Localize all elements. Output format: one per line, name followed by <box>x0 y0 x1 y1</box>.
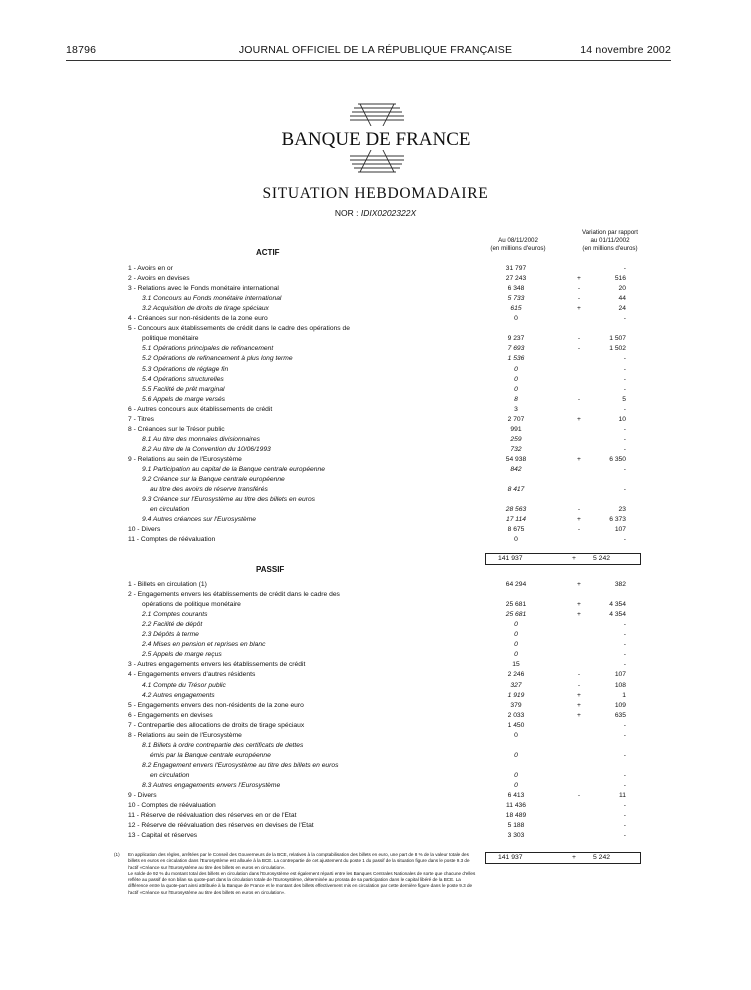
row-label-text: 3.1 Concours au Fonds monétaire international <box>142 295 282 303</box>
row-label <box>128 831 414 840</box>
row-label-text: 8 - Créances sur le Trésor public <box>128 425 225 433</box>
row-label <box>128 580 414 589</box>
row-variation: - <box>623 466 626 473</box>
row-label-text: 8.2 Engagement envers l'Eurosystème au titre des billets en euros <box>142 761 339 769</box>
row-value: 0 <box>514 385 518 393</box>
row-variation: - <box>623 802 626 810</box>
row-label-text: 6 - Engagements en devises <box>128 711 213 719</box>
row-variation: 10 <box>618 415 626 423</box>
row-label-text: 8.2 Au titre de la Convention du 10/06/1993 <box>142 445 271 453</box>
row-label-text: 9 - Divers <box>128 792 157 800</box>
row-variation: - <box>623 661 626 669</box>
row-variation: 107 <box>614 671 626 679</box>
row-value: 2 246 <box>507 671 525 679</box>
row-value: 8 <box>514 395 518 403</box>
row-value: 0 <box>514 751 518 759</box>
row-label-text: 11 - Réserve de réévaluation des réserves en or de l'Etat <box>128 812 297 820</box>
row-value: 27 243 <box>505 275 527 283</box>
row-label-text: 2 - Avoirs en devises <box>128 275 190 283</box>
row-variation: - <box>623 812 626 820</box>
row-variation-sign: - <box>577 526 581 534</box>
row-value: 0 <box>514 315 518 323</box>
row-label <box>142 681 414 690</box>
row-variation: - <box>623 405 626 413</box>
row-label-text: 4 - Engagements envers d'autres résidents <box>128 671 256 679</box>
row-label-text: 8 - Relations au sein de l'Eurosystème <box>128 731 242 739</box>
row-variation: - <box>623 365 626 373</box>
table-row <box>0 681 751 690</box>
table-row <box>0 650 751 659</box>
row-label <box>142 600 428 609</box>
row-label-text: 5.6 Appels de marge versés <box>142 395 226 403</box>
row-label-text: 13 - Capital et réserves <box>128 832 198 840</box>
row-value: 3 <box>514 405 518 413</box>
row-value: 0 <box>514 536 518 544</box>
row-variation: 5 <box>622 395 626 403</box>
row-label-text: 3.2 Acquisition de droits de tirage spéciaux <box>142 305 269 313</box>
row-label-text: 8.3 Autres engagements envers l'Eurosystème <box>142 782 281 789</box>
table-row <box>0 791 751 800</box>
row-value: 0 <box>514 651 518 659</box>
row-variation-sign: + <box>577 601 581 609</box>
row-label <box>142 741 414 750</box>
passif-total-sign: + <box>572 854 576 861</box>
row-label <box>142 620 414 629</box>
variation-unit: (en millions d'euros) <box>582 245 638 252</box>
row-value: 6 413 <box>507 792 525 800</box>
row-variation-sign: - <box>577 506 581 514</box>
row-variation: 4 354 <box>609 611 626 619</box>
logo-text: BANQUE DE FRANCE <box>281 129 470 150</box>
table-row <box>0 670 751 679</box>
row-label-text: 4.1 Compte du Trésor public <box>142 681 226 689</box>
row-variation: - <box>623 385 626 393</box>
journal-date: 14 novembre 2002 <box>580 44 671 56</box>
row-label-text: 5.5 Facilité de prêt marginal <box>142 385 225 393</box>
row-label <box>128 660 414 669</box>
nor-value: IDIX0202322X <box>360 208 417 218</box>
row-value: 3 303 <box>507 832 525 840</box>
row-value: 31 797 <box>505 265 527 272</box>
row-value: 25 681 <box>505 601 527 609</box>
row-label-text: en circulation <box>150 506 190 514</box>
row-variation: - <box>623 486 626 494</box>
row-variation: 11 <box>619 792 626 800</box>
row-label-text: 5.2 Opérations de refinancement à plus long terme <box>142 355 293 363</box>
row-variation-sign: - <box>577 345 581 353</box>
row-label-text: 4.2 Autres engagements <box>142 691 215 699</box>
row-variation-sign: + <box>577 581 581 588</box>
row-label-text: 5 - Engagements envers des non-résidents de la zone euro <box>128 701 304 709</box>
row-label <box>128 701 414 710</box>
row-variation: - <box>623 445 626 453</box>
row-label <box>142 640 414 649</box>
passif-total-variation: 5 242 <box>593 854 611 861</box>
row-value: 0 <box>514 375 518 383</box>
row-label-text: 2.3 Dépôts à terme <box>142 631 199 639</box>
row-value: 25 681 <box>505 611 527 619</box>
row-value: 8 417 <box>507 486 525 494</box>
as-of-date: Au 08/11/2002 <box>498 237 538 244</box>
row-variation: 23 <box>618 506 626 514</box>
row-label-text: 5.4 Opérations structurelles <box>142 375 224 383</box>
row-label <box>142 630 414 639</box>
row-label-text: 5.1 Opérations principales de refinancement <box>142 345 274 353</box>
row-label-text: 8.1 Au titre des monnaies divisionnaires <box>142 435 260 443</box>
row-value: 64 294 <box>505 581 527 588</box>
table-row <box>0 831 751 840</box>
table-row <box>0 590 751 599</box>
row-variation-sign: + <box>577 711 581 719</box>
row-variation: 516 <box>614 275 626 283</box>
row-variation-sign: - <box>577 671 581 679</box>
row-value: 379 <box>510 701 522 709</box>
footnote-paragraph-2: Le solde de 92 % du montant total des billets en circulation dans l'Eurosystème est également réparti entre les Banques Centrales Nationales de sorte que chacune d'elles reflète au passif de son bilan sa quote-part dans la circulation totale de l'Eurosystème, déterminée au prorata de sa participation dans le capital libéré de la BCE. La différence entre la quote-part ainsi attribuée à la Banque de France et le montant des billets effectivement mis en circulation par cette dernière figure dans le poste 9.3 de l'actif «Créance sur l'Eurosystème au titre des billets en euros en circulation». <box>128 870 476 895</box>
table-row <box>0 821 751 830</box>
row-variation: 6 350 <box>609 455 626 463</box>
row-value: 1 536 <box>507 355 525 363</box>
row-variation: 635 <box>614 711 626 719</box>
row-label-text: 1 - Billets en circulation (1) <box>128 581 207 588</box>
row-label-text: 9.2 Créance sur la Banque centrale européenne <box>142 476 285 484</box>
row-value: 6 348 <box>507 285 525 293</box>
row-label-text: 1 - Avoirs en or <box>128 265 173 272</box>
row-label-text: 7 - Titres <box>128 415 155 423</box>
row-value: 991 <box>510 425 522 433</box>
passif-total-value: 141 937 <box>498 854 523 861</box>
table-row <box>0 811 751 820</box>
table-row <box>0 771 751 780</box>
footnote-paragraph-1: En application des règles, arrêtées par le Conseil des Gouverneurs de la BCE, relatives à la comptabilisation des billets en euro, une part de 8 % de la valeur totale des billets en euros en circulation dans l'Eurosystème est allouée à la BCE. La contrepartie de cet ajustement du poste 1 du passif de la situation figure dans le poste 9.3 de l'actif «Créance sur l'Eurosystème au titre des billets en euros en circulation». <box>128 852 470 870</box>
row-label-text: 3 - Relations avec le Fonds monétaire international <box>128 285 279 293</box>
row-variation: 108 <box>614 681 626 689</box>
table-row <box>0 781 751 790</box>
row-value: 732 <box>510 445 522 453</box>
row-label <box>142 650 414 659</box>
row-label-text: 9.4 Autres créances sur l'Eurosystème <box>142 516 257 524</box>
row-variation: 24 <box>618 305 626 313</box>
row-label-text: émis par la Banque centrale européenne <box>150 751 271 759</box>
row-value: 2 707 <box>507 415 525 423</box>
row-label-text: 6 - Autres concours aux établissements de crédit <box>128 405 273 413</box>
row-variation: - <box>623 651 626 659</box>
row-value: 327 <box>510 681 522 689</box>
row-value: 259 <box>510 435 522 443</box>
row-value: 11 436 <box>506 802 526 810</box>
row-value: 0 <box>514 731 518 739</box>
row-label <box>150 771 414 780</box>
row-variation-sign: + <box>577 415 581 423</box>
table-row <box>0 610 751 619</box>
row-label <box>128 670 414 679</box>
row-variation: - <box>623 721 626 729</box>
row-variation: - <box>623 425 626 433</box>
row-variation-sign: + <box>577 305 581 313</box>
row-value: 615 <box>510 305 522 313</box>
row-label-text: 10 - Divers <box>128 526 161 534</box>
row-value: 2 033 <box>507 711 525 719</box>
row-value: 5 733 <box>507 295 525 303</box>
row-value: 0 <box>514 782 518 789</box>
row-variation: - <box>623 771 626 779</box>
row-variation: 20 <box>618 285 626 293</box>
row-label-text: 5.3 Opérations de réglage fin <box>142 365 229 373</box>
row-variation-sign: - <box>577 335 581 343</box>
row-label-text: opérations de politique monétaire <box>142 601 241 609</box>
row-label-text: 9.1 Participation au capital de la Banque centrale européenne <box>142 466 325 473</box>
actif-heading: ACTIF <box>256 248 280 257</box>
row-variation: 6 373 <box>609 516 626 524</box>
actif-total-sign: + <box>572 555 576 562</box>
table-row <box>0 741 751 750</box>
row-label <box>142 691 414 700</box>
row-variation: 1 507 <box>609 335 626 343</box>
row-label-text: politique monétaire <box>142 335 199 343</box>
row-label <box>128 711 414 720</box>
passif-heading: PASSIF <box>256 565 285 574</box>
row-value: 842 <box>510 466 522 473</box>
row-variation: - <box>623 536 626 544</box>
row-value: 54 938 <box>505 455 527 463</box>
table-row <box>0 580 751 589</box>
row-label-text: 4 - Créances sur non-résidents de la zone euro <box>128 315 268 323</box>
row-variation: 1 502 <box>609 345 626 353</box>
table-row <box>0 751 751 760</box>
row-variation: 44 <box>618 295 626 303</box>
row-value: 1 919 <box>507 691 525 699</box>
row-label-text: 5 - Concours aux établissements de crédit dans le cadre des opérations de <box>128 325 350 333</box>
table-row <box>0 731 751 740</box>
row-label <box>150 751 414 760</box>
journal-title: JOURNAL OFFICIEL DE LA RÉPUBLIQUE FRANÇAISE <box>238 44 513 56</box>
as-of-unit: (en millions d'euros) <box>490 245 546 252</box>
row-value: 15 <box>512 661 520 669</box>
table-row <box>0 801 751 810</box>
row-variation: - <box>623 751 626 759</box>
row-variation-sign: + <box>577 691 581 699</box>
row-label-text: 9.3 Créance sur l'Eurosystème au titre des billets en euros <box>142 496 316 504</box>
row-variation: - <box>623 641 626 649</box>
row-variation-sign: - <box>577 295 581 303</box>
row-label-text: 10 - Comptes de réévaluation <box>128 802 216 810</box>
row-variation: - <box>623 782 626 789</box>
row-variation: 109 <box>614 701 626 709</box>
table-row <box>0 660 751 669</box>
row-label-text: 2 - Engagements envers les établissements de crédit dans le cadre des <box>128 591 340 599</box>
row-variation: 1 <box>622 691 626 699</box>
row-label <box>128 811 414 820</box>
row-label <box>142 610 414 619</box>
passif-total <box>485 852 641 864</box>
row-label <box>128 721 414 730</box>
variation-label: Variation par rapport <box>582 229 638 236</box>
variation-date: au 01/11/2002 <box>590 237 630 244</box>
row-value: 1 450 <box>507 721 525 729</box>
row-label <box>128 731 414 740</box>
table-row <box>0 721 751 730</box>
row-label-text: 2.4 Mises en pension et reprises en blanc <box>142 641 266 649</box>
row-label <box>128 801 414 810</box>
row-value: 18 489 <box>505 812 527 820</box>
row-label <box>128 590 414 599</box>
row-variation-sign: - <box>577 681 581 689</box>
row-variation: - <box>623 315 626 323</box>
row-label <box>128 791 414 800</box>
page-number: 18796 <box>66 44 97 56</box>
row-label-text: 2.1 Comptes courants <box>142 611 208 619</box>
row-variation-sign: + <box>577 455 581 463</box>
row-variation: - <box>623 731 626 739</box>
footnote-marker: (1) <box>114 852 120 857</box>
row-label-text: en circulation <box>150 771 190 779</box>
row-variation: - <box>623 435 626 443</box>
row-variation: - <box>623 832 626 840</box>
row-variation-sign: - <box>577 792 581 800</box>
nor-label: NOR : <box>334 208 359 218</box>
row-variation: 107 <box>614 526 626 534</box>
row-variation: 382 <box>614 581 626 588</box>
table-row <box>0 701 751 710</box>
row-value: 0 <box>514 641 518 649</box>
document-title: SITUATION HEBDOMADAIRE <box>262 185 489 202</box>
row-variation: - <box>623 375 626 383</box>
row-label <box>128 821 414 830</box>
table-row <box>0 620 751 629</box>
row-variation-sign: + <box>577 275 581 283</box>
row-variation: - <box>623 265 626 272</box>
row-variation: - <box>623 621 626 629</box>
row-value: 28 563 <box>505 506 527 514</box>
row-value: 0 <box>514 631 518 639</box>
row-value: 0 <box>514 771 518 779</box>
table-row <box>0 630 751 639</box>
row-variation: - <box>623 355 626 363</box>
row-value: 5 188 <box>507 822 525 830</box>
actif-total-value: 141 937 <box>498 555 523 562</box>
row-label-text: 2.2 Facilité de dépôt <box>142 621 203 629</box>
row-variation-sign: + <box>577 611 581 619</box>
row-variation-sign: - <box>577 395 581 403</box>
row-value: 17 114 <box>506 516 526 524</box>
row-label-text: 11 - Comptes de réévaluation <box>128 536 216 544</box>
row-variation-sign: - <box>577 285 581 293</box>
row-variation-sign: + <box>577 516 581 524</box>
row-label-text: 12 - Réserve de réévaluation des réserves en devises de l'Etat <box>128 822 314 830</box>
row-variation-sign: + <box>577 701 581 709</box>
row-label-text: 2.5 Appels de marge reçus <box>142 651 222 659</box>
row-label <box>142 781 414 790</box>
row-label-text: au titre des avoirs de réserve transférés <box>150 486 268 494</box>
row-value: 8 675 <box>507 526 525 534</box>
row-variation: - <box>623 631 626 639</box>
row-label-text: 7 - Contrepartie des allocations de droits de tirage spéciaux <box>128 721 305 729</box>
row-value: 7 693 <box>507 345 525 353</box>
table-row <box>0 640 751 649</box>
dot-leader <box>128 797 414 798</box>
row-variation: 4 354 <box>609 601 626 609</box>
row-label-text: 9 - Relations au sein de l'Eurosystème <box>128 455 242 463</box>
row-label-text: 8.1 Billets à ordre contrepartie des certificats de dettes <box>142 741 304 749</box>
table-row <box>0 761 751 770</box>
footnote <box>114 852 478 896</box>
row-label <box>142 761 414 770</box>
actif-total-variation: 5 242 <box>593 555 611 562</box>
row-variation: - <box>623 822 626 830</box>
table-row <box>0 600 751 609</box>
table-row <box>0 691 751 700</box>
row-value: 0 <box>514 365 518 373</box>
row-label-text: 3 - Autres engagements envers les établissements de crédit <box>128 661 306 669</box>
row-value: 9 237 <box>507 335 525 343</box>
row-value: 0 <box>514 621 518 629</box>
table-row <box>0 711 751 720</box>
